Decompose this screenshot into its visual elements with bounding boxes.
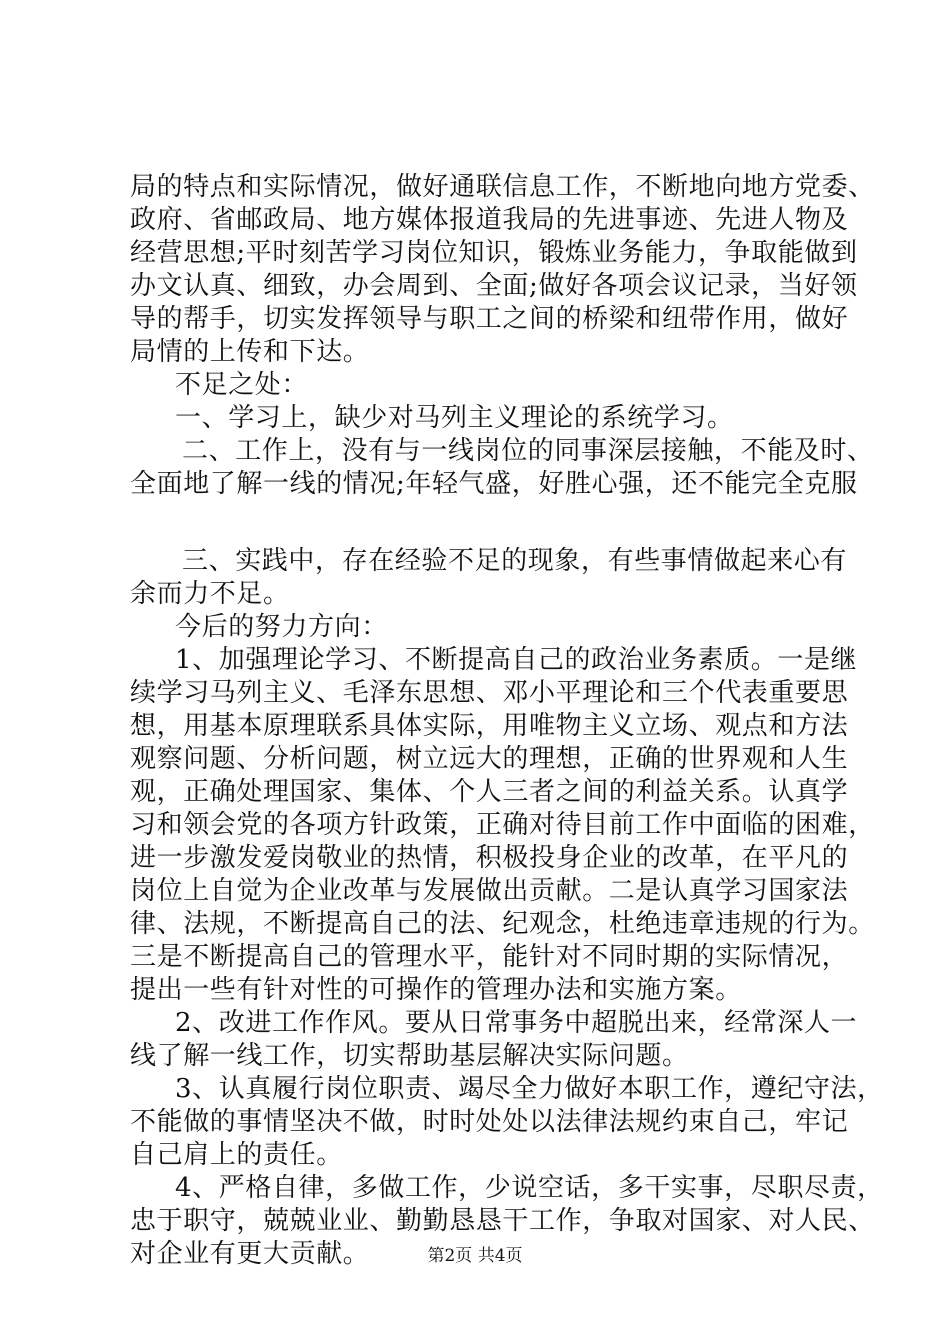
text-line: 3、认真履行岗位职责、竭尽全力做好本职工作，遵纪守法，	[175, 1074, 884, 1104]
text-line: 二、工作上，没有与一线岗位的同事深层接触，不能及时、	[182, 436, 874, 466]
text-line: 2、改进工作作风。要从日常事务中超脱出来，经常深人一	[175, 1008, 858, 1038]
text-line: 全面地了解一线的情况;年轻气盛，好胜心强，还不能完全克服	[130, 469, 858, 499]
text-line: 观，正确处理国家、集体、个人三者之间的利益关系。认真学	[130, 777, 849, 807]
text-line: 局的特点和实际情况，做好通联信息工作，不断地向地方党委、	[130, 172, 875, 202]
document-body	[130, 171, 884, 1271]
text-line: 余而力不足。	[130, 579, 290, 609]
text-line: 今后的努力方向：	[175, 612, 388, 642]
text-line: 经营思想;平时刻苦学习岗位知识，锻炼业务能力，争取能做到	[130, 238, 858, 268]
text-line: 三是不断提高自己的管理水平，能针对不同时期的实际情况，	[130, 942, 849, 972]
text-line: 一、学习上，缺少对马列主义理论的系统学习。	[175, 403, 734, 433]
text-line: 续学习马列主义、毛泽东思想、邓小平理论和三个代表重要思	[130, 678, 849, 708]
text-line: 自己肩上的责任。	[130, 1140, 343, 1170]
text-line: 岗位上自觉为企业改革与发展做出贡献。二是认真学习国家法	[130, 876, 849, 906]
text-line: 办文认真、细致，办会周到、全面;做好各项会议记录，当好领	[130, 271, 858, 301]
page-footer: 第2页 共4页	[427, 1246, 523, 1266]
text-line: 导的帮手，切实发挥领导与职工之间的桥梁和纽带作用，做好	[130, 304, 849, 334]
text-line: 政府、省邮政局、地方媒体报道我局的先进事迹、先进人物及	[130, 205, 849, 235]
text-line: 三、实践中，存在经验不足的现象，有些事情做起来心有	[182, 546, 848, 576]
text-line: 习和领会党的各项方针政策，正确对待目前工作中面临的困难，	[130, 810, 875, 840]
text-line: 4、严格自律，多做工作，少说空话，多干实事，尽职尽责，	[175, 1173, 884, 1203]
text-line: 1、加强理论学习、不断提高自己的政治业务素质。一是继	[175, 645, 858, 675]
text-line: 律、法规，不断提高自己的法、纪观念，杜绝违章违规的行为。	[130, 909, 875, 939]
text-line: 线了解一线工作，切实帮助基层解决实际问题。	[130, 1041, 689, 1071]
text-line: 进一步激发爱岗敬业的热情，积极投身企业的改革，在平凡的	[130, 843, 849, 873]
text-line: 不足之处：	[175, 370, 309, 400]
text-line: 忠于职守，兢兢业业、勤勤恳恳干工作，争取对国家、对人民、	[130, 1206, 875, 1236]
text-line: 提出一些有针对性的可操作的管理办法和实施方案。	[130, 975, 742, 1005]
text-line: 想，用基本原理联系具体实际，用唯物主义立场、观点和方法	[130, 711, 849, 741]
text-line: 局情的上传和下达。	[130, 337, 370, 367]
text-line: 不能做的事情坚决不做，时时处处以法律法规约束自己，牢记	[130, 1107, 849, 1137]
text-line: 对企业有更大贡献。	[130, 1239, 370, 1269]
text-line: 观察问题、分析问题，树立远大的理想，正确的世界观和人生	[130, 744, 849, 774]
paragraph-gap	[130, 501, 830, 545]
